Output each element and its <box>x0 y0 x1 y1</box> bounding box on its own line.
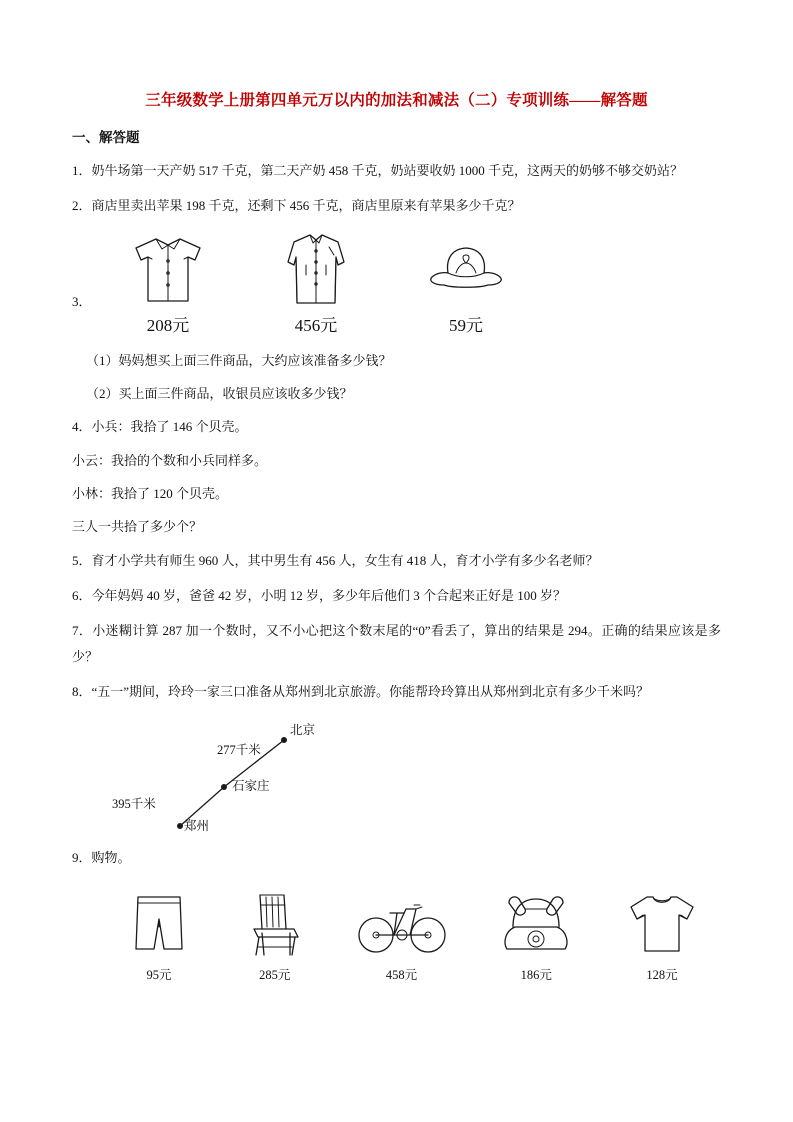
q9-price-tshirt: 128元 <box>646 967 678 982</box>
question-6: 6．今年妈妈 40 岁，爸爸 42 岁，小明 12 岁，多少年后他们 3 个合起来正好是 100 岁？ <box>72 588 567 604</box>
coat-icon <box>272 229 360 309</box>
question-4-line-1: 4．小兵：我拾了 146 个贝壳。 <box>72 419 248 435</box>
q3-item-shirt <box>122 229 214 336</box>
bicycle-icon <box>354 887 450 959</box>
q9-item-shorts <box>122 887 196 983</box>
map-label-beijing: 北京 <box>290 723 316 738</box>
hat-icon <box>418 229 514 309</box>
map-label-zhengzhou: 郑州 <box>184 819 210 834</box>
q9-item-tshirt <box>623 887 701 983</box>
question-4-line-2: 小云：我拾的个数和小兵同样多。 <box>72 452 268 468</box>
page-title: 三年级数学上册第四单元万以内的加法和减法（二）专项训练——解答题 <box>145 92 648 109</box>
question-3-figure <box>72 229 721 336</box>
tshirt-icon <box>623 887 701 959</box>
question-8: 8．“五一”期间，玲玲一家三口准备从郑州到北京旅游。你能帮玲玲算出从郑州到北京有多少千米吗？ <box>72 684 650 700</box>
q9-price-telephone: 186元 <box>520 967 552 982</box>
q9-item-telephone <box>493 887 579 983</box>
question-3-sub-1: （1）妈妈想买上面三件商品，大约应该准备多少钱？ <box>86 352 392 368</box>
question-9-figure <box>72 881 721 983</box>
question-3-number: 3． <box>72 293 92 309</box>
shorts-icon <box>122 887 196 959</box>
q9-price-chair: 285元 <box>259 967 291 982</box>
q9-item-chair <box>240 887 310 983</box>
question-7: 7．小迷糊计算 287 加一个数时，又不小心把这个数末尾的“0”看丢了，算出的结果是 294。正确的结果应该是多少？ <box>72 623 721 664</box>
section-heading: 一、解答题 <box>72 130 140 145</box>
q3-price-hat: 59元 <box>449 315 483 335</box>
map-label-distance-bottom: 395千米 <box>112 797 156 812</box>
map-label-shijiazhuang: 石家庄 <box>232 779 270 794</box>
q3-price-shirt: 208元 <box>146 315 190 335</box>
question-3-sub-2: （2）买上面三件商品，收银员应该收多少钱？ <box>86 386 353 402</box>
q3-price-coat: 456元 <box>294 315 338 335</box>
question-4-line-4: 三人一共拾了多少个？ <box>72 519 203 535</box>
q9-price-bicycle: 458元 <box>385 967 418 982</box>
chair-icon <box>240 887 310 959</box>
q3-item-coat <box>272 229 360 336</box>
question-1: 1．奶牛场第一天产奶 517 千克，第二天产奶 458 千克，奶站要收奶 1000 千克，这两天的奶够不够交奶站？ <box>72 163 684 178</box>
map-label-distance-top: 277千米 <box>217 743 261 758</box>
question-8-map <box>72 714 721 839</box>
shirt-icon <box>122 229 214 309</box>
question-5: 5．育才小学共有师生 960 人，其中男生有 456 人，女生有 418 人，育才小学有多少名老师？ <box>72 552 599 568</box>
q9-item-bicycle <box>354 887 450 983</box>
q3-item-hat <box>418 229 514 336</box>
question-2: 2．商店里卖出苹果 198 千克，还剩下 456 千克，商店里原来有苹果多少千克？ <box>72 198 521 214</box>
question-9: 9．购物。 <box>72 850 131 866</box>
question-4-line-3: 小林：我拾了 120 个贝壳。 <box>72 486 229 502</box>
q9-price-shorts: 95元 <box>146 967 172 982</box>
telephone-icon <box>493 887 579 959</box>
